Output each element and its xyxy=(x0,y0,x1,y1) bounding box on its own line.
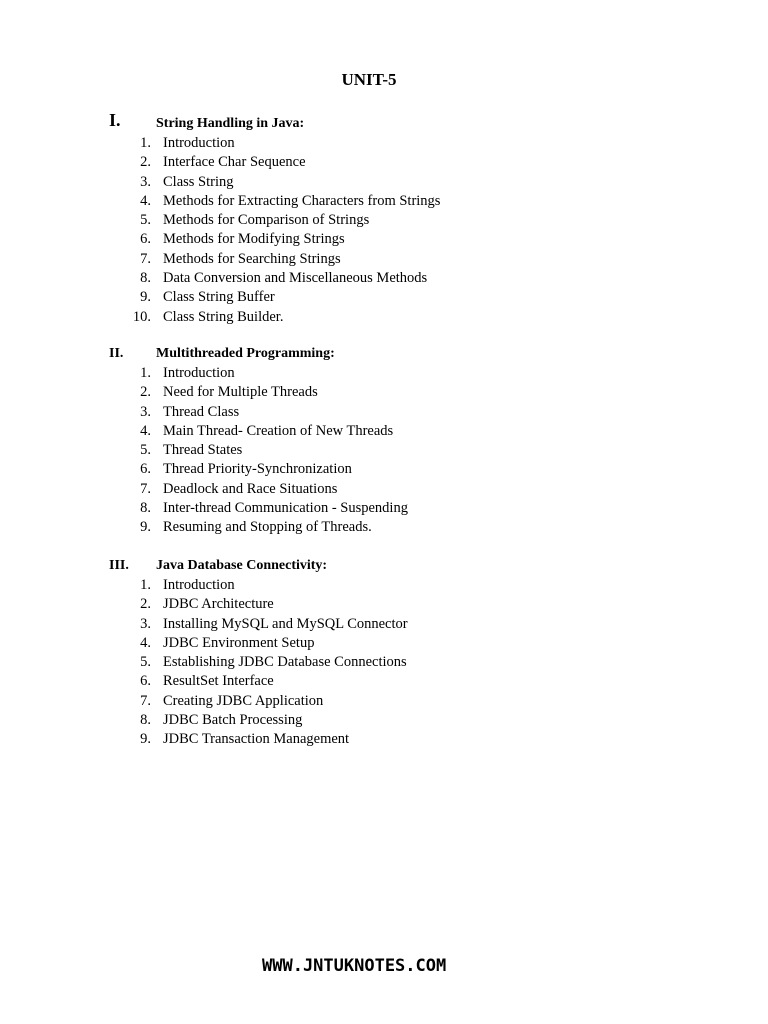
list-item xyxy=(0,441,768,460)
page-title: UNIT-5 xyxy=(341,70,397,89)
item-number: 6. xyxy=(140,461,151,478)
item-number: 5. xyxy=(140,212,151,229)
item-text: Thread Priority-Synchronization xyxy=(163,461,352,478)
item-text: Installing MySQL and MySQL Connector xyxy=(163,615,408,632)
item-number: 1. xyxy=(140,365,151,381)
item-text: Methods for Comparison of Strings xyxy=(163,212,370,229)
item-text: Methods for Extracting Characters from Strings xyxy=(163,192,441,209)
item-number: 8. xyxy=(140,712,151,729)
item-text: JDBC Batch Processing xyxy=(163,712,303,729)
list-item xyxy=(0,153,768,172)
list-item xyxy=(0,499,768,518)
list-item xyxy=(0,711,768,730)
item-number: 10. xyxy=(132,308,151,325)
list-item xyxy=(0,250,768,269)
list-item xyxy=(0,595,768,614)
list-item xyxy=(0,230,768,249)
item-number: 2. xyxy=(140,154,151,171)
item-number: 3. xyxy=(140,615,151,632)
item-text: Resuming and Stopping of Threads. xyxy=(163,519,372,536)
topic-list xyxy=(0,134,768,327)
item-text: JDBC Environment Setup xyxy=(163,634,315,651)
item-number: 1. xyxy=(140,577,151,593)
item-text: Thread Class xyxy=(163,403,240,420)
list-item xyxy=(0,308,768,327)
section-title: Java Database Connectivity: xyxy=(156,558,328,573)
item-text: Deadlock and Race Situations xyxy=(163,480,338,497)
section-header xyxy=(0,556,768,576)
section-string-handling xyxy=(0,110,768,327)
item-number: 9. xyxy=(140,731,151,748)
item-text: Methods for Searching Strings xyxy=(163,250,341,267)
item-number: 7. xyxy=(140,250,151,267)
item-number: 3. xyxy=(140,403,151,420)
item-text: Thread States xyxy=(163,442,243,459)
topic-list xyxy=(0,364,768,538)
section-header xyxy=(0,110,768,134)
section-java-database-connectivity xyxy=(0,556,768,750)
item-number: 2. xyxy=(140,596,151,613)
item-text: Introduction xyxy=(163,365,235,381)
item-number: 6. xyxy=(140,231,151,248)
section-header xyxy=(0,344,768,364)
item-number: 8. xyxy=(140,270,151,287)
list-item xyxy=(0,134,768,153)
item-number: 9. xyxy=(140,519,151,536)
list-item xyxy=(0,364,768,383)
list-item xyxy=(0,173,768,192)
list-item xyxy=(0,403,768,422)
list-item xyxy=(0,692,768,711)
section-title: String Handling in Java: xyxy=(156,116,305,131)
item-text: Creating JDBC Application xyxy=(163,692,324,709)
item-text: Class String Buffer xyxy=(163,289,275,306)
item-text: ResultSet Interface xyxy=(163,673,274,690)
item-text: Methods for Modifying Strings xyxy=(163,231,345,248)
section-numeral: III. xyxy=(109,558,129,573)
list-item xyxy=(0,653,768,672)
item-text: Need for Multiple Threads xyxy=(163,384,318,401)
list-item xyxy=(0,576,768,595)
section-multithreaded-programming xyxy=(0,344,768,538)
list-item xyxy=(0,518,768,537)
list-item xyxy=(0,615,768,634)
item-text: Establishing JDBC Database Connections xyxy=(163,654,407,671)
item-text: Inter-thread Communication - Suspending xyxy=(163,500,408,517)
list-item xyxy=(0,211,768,230)
item-text: Data Conversion and Miscellaneous Methods xyxy=(163,270,428,287)
item-text: Interface Char Sequence xyxy=(163,154,306,171)
item-text: Class String xyxy=(163,173,234,190)
item-number: 6. xyxy=(140,673,151,690)
item-number: 8. xyxy=(140,500,151,517)
item-number: 4. xyxy=(140,422,151,439)
section-title: Multithreaded Programming: xyxy=(156,346,335,361)
list-item xyxy=(0,634,768,653)
footer-website: WWW.JNTUKNOTES.COM xyxy=(262,956,447,976)
section-numeral: II. xyxy=(109,346,124,361)
item-number: 5. xyxy=(140,442,151,459)
topic-list xyxy=(0,576,768,750)
item-text: JDBC Transaction Management xyxy=(163,731,350,748)
list-item xyxy=(0,730,768,749)
list-item xyxy=(0,672,768,691)
item-number: 7. xyxy=(140,692,151,709)
item-text: Class String Builder. xyxy=(163,308,284,325)
list-item xyxy=(0,460,768,479)
item-number: 9. xyxy=(140,289,151,306)
item-text: Introduction xyxy=(163,135,235,151)
item-number: 4. xyxy=(140,192,151,209)
list-item xyxy=(0,192,768,211)
item-number: 1. xyxy=(140,135,151,151)
item-text: Introduction xyxy=(163,577,235,593)
item-number: 4. xyxy=(140,634,151,651)
item-number: 3. xyxy=(140,173,151,190)
list-item xyxy=(0,288,768,307)
item-number: 5. xyxy=(140,654,151,671)
item-number: 7. xyxy=(140,480,151,497)
list-item xyxy=(0,422,768,441)
item-text: Main Thread- Creation of New Threads xyxy=(163,422,394,439)
list-item xyxy=(0,269,768,288)
list-item xyxy=(0,480,768,499)
item-number: 2. xyxy=(140,384,151,401)
list-item xyxy=(0,383,768,402)
section-numeral: I. xyxy=(109,110,121,130)
item-text: JDBC Architecture xyxy=(163,596,274,613)
